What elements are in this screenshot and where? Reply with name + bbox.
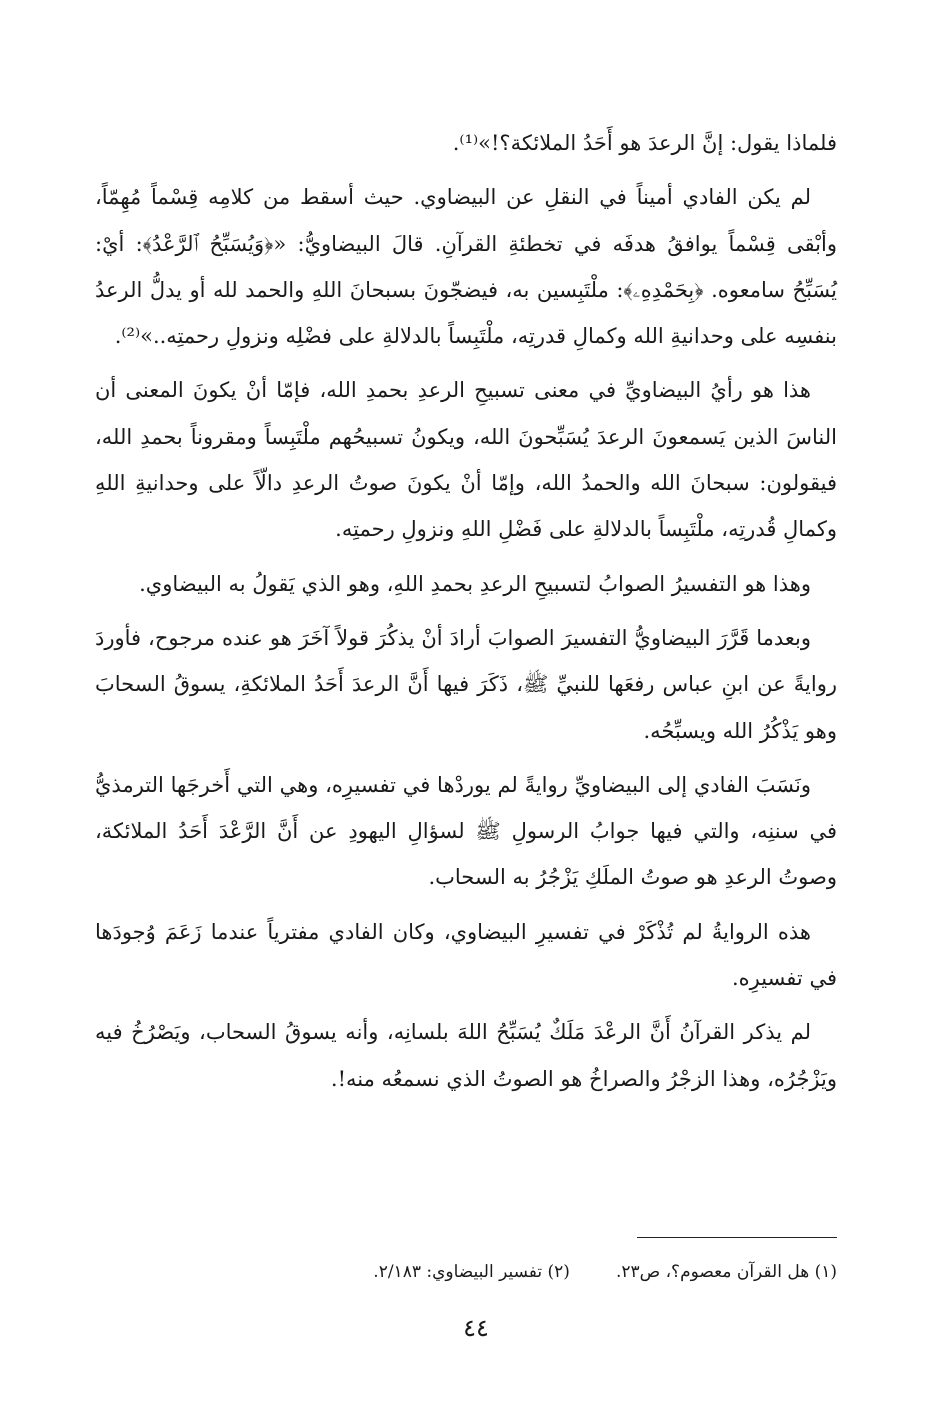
paragraph-2: لم يكن الفادي أميناً في النقلِ عن البيضاوي. حيث أسقط من كلامِه قِسْماً مُهِمّاً، وأبْقى قِسْماً يوافقُ هدفَه في تخطئةِ القرآنِ. قالَ البيضاويُّ: «﴿وَيُسَبِّحُ ٱلرَّعْدُ﴾: أيْ: يُسَبِّحُ سامعوه. ﴿بِحَمْدِهِۦ﴾: ملْتَبِسين به، فيضجّونَ بسبحانَ اللهِ والحمد لله أو يدلُّ الرعدُ بنفسِه على وحدانيةِ الله وكمالِ قدرتِه، ملْتَبِساً بالدلالةِ على فضْلِه ونزولِ رحمتِه..»⁽²⁾. bbox=[95, 185, 837, 349]
paragraph-6: ونَسَبَ الفادي إلى البيضاويِّ روايةً لم يوردْها في تفسيرِه، وهي التي أَخرجَها الترمذيُّ في سننِه، والتي فيها جوابُ الرسولِ ﷺ لسؤالِ اليهودِ عن أَنَّ الرَّعْدَ أَحَدُ الملائكة، وصوتُ الرعدِ هو صوتُ الملَكِ يَزْجُرُ به السحاب. bbox=[95, 772, 837, 890]
paragraph-5: وبعدما قَرَّرَ البيضاويُّ التفسيرَ الصوابَ أرادَ أنْ يذكُرَ قولاً آخَرَ هو عنده مرجوح، فأوردَ روايةً عن ابنِ عباس رفعَها للنبيِّ ﷺ، ذَكَرَ فيها أَنَّ الرعدَ أَحَدُ الملائكةِ، يسوقُ السحابَ وهو يَذْكُرُ الله ويسبِّحُه. bbox=[95, 625, 837, 743]
paragraph-8: لم يذكر القرآنُ أَنَّ الرعْدَ مَلَكٌ يُسَبِّحُ اللهَ بلسانِه، وأنه يسوقُ السحاب، ويَصْرُخُ فيه ويَزْجُرُه، وهذا الزجْرُ والصراخُ هو الصوتُ الذي نسمعُه منه!. bbox=[95, 1020, 837, 1091]
footnotes bbox=[197, 1258, 837, 1286]
footnote-1: (١) هل القرآن معصوم؟، ص٢٣. bbox=[615, 1262, 837, 1282]
paragraph-4: وهذا هو التفسيرُ الصوابُ لتسبيحِ الرعدِ بحمدِ اللهِ، وهو الذي يَقولُ به البيضاوي. bbox=[139, 571, 811, 596]
paragraph-7: هذه الروايةُ لم تُذْكَرْ في تفسيرِ البيضاوي، وكان الفادي مفترياً عندما زَعَمَ وُجودَها في تفسيرِه. bbox=[95, 919, 837, 991]
paragraph-3: هذا هو رأيُ البيضاويِّ في معنى تسبيحِ الرعدِ بحمدِ الله، فإمّا أنْ يكونَ المعنى أن الناسَ الذين يَسمعونَ الرعدَ يُسَبِّحونَ الله، ويكونُ تسبيحُهم ملْتَبِساً ومقروناً بحمدِ الله، فيقولون: سبحانَ الله والحمدُ الله، وإمّا أنْ يكونَ صوتُ الرعدِ دالّاً على وحدانيةِ اللهِ وكمالِ قُدرتِه، ملْتَبِساً بالدلالةِ على فَضْلِ اللهِ ونزولِ رحمتِه. bbox=[95, 378, 837, 542]
footnote-divider bbox=[637, 1237, 837, 1238]
footnote-2: (٢) تفسير البيضاوي: ٢/١٨٣. bbox=[373, 1262, 570, 1282]
page-number: ٤٤ bbox=[463, 1314, 489, 1342]
page-body bbox=[95, 120, 837, 1110]
paragraph-1: فلماذا يقول: إنَّ الرعدَ هو أَحَدُ الملائكة؟!»⁽¹⁾. bbox=[452, 131, 837, 155]
